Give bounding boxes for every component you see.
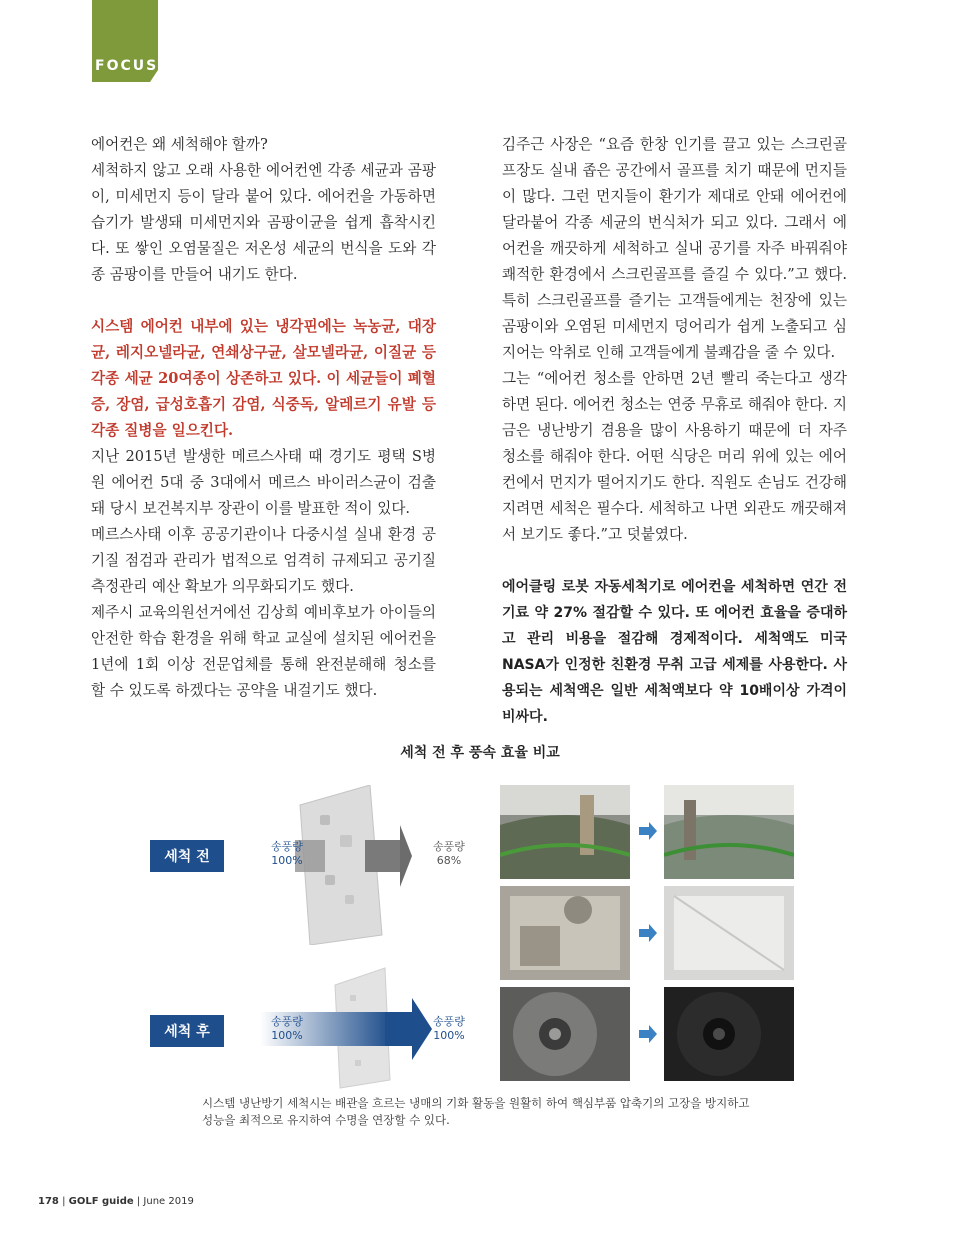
page-number: 178	[38, 1196, 59, 1207]
photo-fan-after	[664, 987, 794, 1081]
arrow-right-icon	[637, 1023, 659, 1045]
magazine-name: GOLF guide	[68, 1196, 134, 1207]
page-footer: 178 | GOLF guide | June 2019	[38, 1196, 194, 1207]
right-paragraph-1: 김주근 사장은 “요즘 한창 인기를 끌고 있는 스크린골프장도 실내 좁은 공간에서 골프를 치기 때문에 먼지들이 많다. 그런 먼지들이 환기가 제대로 안돼 에어컨에 달라붙어 각종 세균의 번식처가 되고 있다. 그래서 에어컨을 깨끗하게 세척하고 실내 공기를 자주 바꿔줘야 쾌적한 환경에서 스크린골프를 즐길 수 있다.”고 했다. 특히 스크린골프를 즐기는 고객들에게는 천장에 있는 곰팡이와 오염된 미세먼지 덩어리가 쉽게 노출되고 심지어는 악취로 인해 고객들에게 불쾌감을 줄 수 있다.	[502, 136, 847, 361]
left-question: 에어컨은 왜 세척해야 할까?	[91, 136, 268, 153]
after-out-label-value: 100%	[433, 1029, 465, 1042]
before-in-label-value: 100%	[271, 854, 303, 867]
section-label: FOCUS	[95, 58, 159, 74]
before-out-label-title: 송풍량	[433, 840, 465, 853]
before-badge: 세척 전	[150, 840, 224, 872]
before-in-label-title: 송풍량	[271, 840, 303, 853]
photo-panel-after	[664, 886, 794, 980]
right-paragraph-2: 그는 “에어컨 청소를 안하면 2년 빨리 죽는다고 생각하면 된다. 에어컨 청소는 연중 무휴로 해줘야 한다. 지금은 냉난방기 겸용을 많이 사용하기 때문에 더 자주 청소를 해줘야 한다. 어떤 식당은 머리 위에 있는 에어컨에서 먼지가 떨어지기도 한다. 직원도 손님도 건강해지려면 세척은 필수다. 세척하고 나면 외관도 깨끗해져서 보기도 좋다.”고 덧붙였다.	[502, 370, 847, 543]
photo-fins-before	[500, 785, 630, 879]
left-highlight-paragraph: 시스템 에어컨 내부에 있는 냉각핀에는 녹농균, 대장균, 레지오넬라균, 연쇄상구균, 살모넬라균, 이질균 등 각종 세균 20여종이 상존하고 있다. 이 세균들이 폐혈증, 장염, 급성호흡기 감염, 식중독, 알레르기 유발 등 각종 질병을 일으킨다.	[91, 318, 436, 439]
left-paragraph-3: 메르스사태 이후 공공기관이나 다중시설 실내 환경 공기질 점검과 관리가 법적으로 엄격히 규제되고 공기질 측정관리 예산 확보가 의무화되기도 했다.	[91, 526, 436, 595]
photo-panel-before	[500, 886, 630, 980]
photo-fins-after	[664, 785, 794, 879]
left-paragraph-1: 세척하지 않고 오래 사용한 에어컨엔 각종 세균과 곰팡이, 미세먼지 등이 달라 붙어 있다. 에어컨을 가동하면 습기가 발생돼 미세먼지와 곰팡이균을 쉽게 흡착시킨다. 또 쌓인 오염물질은 저온성 세균의 번식을 도와 각종 곰팡이를 만들어 내기도 한다.	[91, 162, 436, 283]
after-in-label-title: 송풍량	[271, 1015, 303, 1028]
left-paragraph-2: 지난 2015년 발생한 메르스사태 때 경기도 평택 S병원 에어컨 5대 중 3대에서 메르스 바이러스균이 검출돼 당시 보건복지부 장관이 이를 발표한 적이 있다.	[91, 448, 436, 517]
photo-fan-before	[500, 987, 630, 1081]
left-column	[91, 132, 436, 704]
caption-line-2: 성능을 최적으로 유지하여 수명을 연장할 수 있다.	[202, 1113, 450, 1127]
arrow-right-icon	[637, 820, 659, 842]
right-bold-paragraph: 에어클링 로봇 자동세척기로 에어컨을 세척하면 연간 전기료 약 27% 절감할 수 있다. 또 에어컨 효율을 증대하고 관리 비용을 절감해 경제적이다. 세척액도 미국 NASA가 인정한 친환경 무취 고급 세제를 사용한다. 사용되는 세척액은 일반 세척액보다 약 10배이상 가격이 비싸다.	[502, 579, 847, 725]
after-badge: 세척 후	[150, 1015, 224, 1047]
figure-caption	[202, 1095, 802, 1129]
after-in-label	[262, 1015, 312, 1043]
after-out-label-title: 송풍량	[433, 1015, 465, 1028]
after-in-label-value: 100%	[271, 1029, 303, 1042]
figure-title: 세척 전 후 풍속 효율 비교	[400, 745, 560, 761]
after-out-label	[424, 1015, 474, 1043]
arrow-right-icon	[637, 922, 659, 944]
left-paragraph-4: 제주시 교육의원선거에선 김상희 예비후보가 아이들의 안전한 학습 환경을 위해 학교 교실에 설치된 에어컨을 1년에 1회 이상 전문업체를 통해 완전분해해 청소를 할 수 있도록 하겠다는 공약을 내걸기도 했다.	[91, 604, 436, 699]
before-in-label	[262, 840, 312, 868]
before-out-label	[424, 840, 474, 868]
issue-date: June 2019	[143, 1196, 194, 1207]
right-column	[502, 132, 847, 730]
caption-line-1: 시스템 냉난방기 세척시는 배관을 흐르는 냉매의 기화 활동을 원활히 하여 핵심부품 압축기의 고장을 방지하고	[202, 1096, 750, 1110]
before-out-label-value: 68%	[436, 854, 462, 867]
